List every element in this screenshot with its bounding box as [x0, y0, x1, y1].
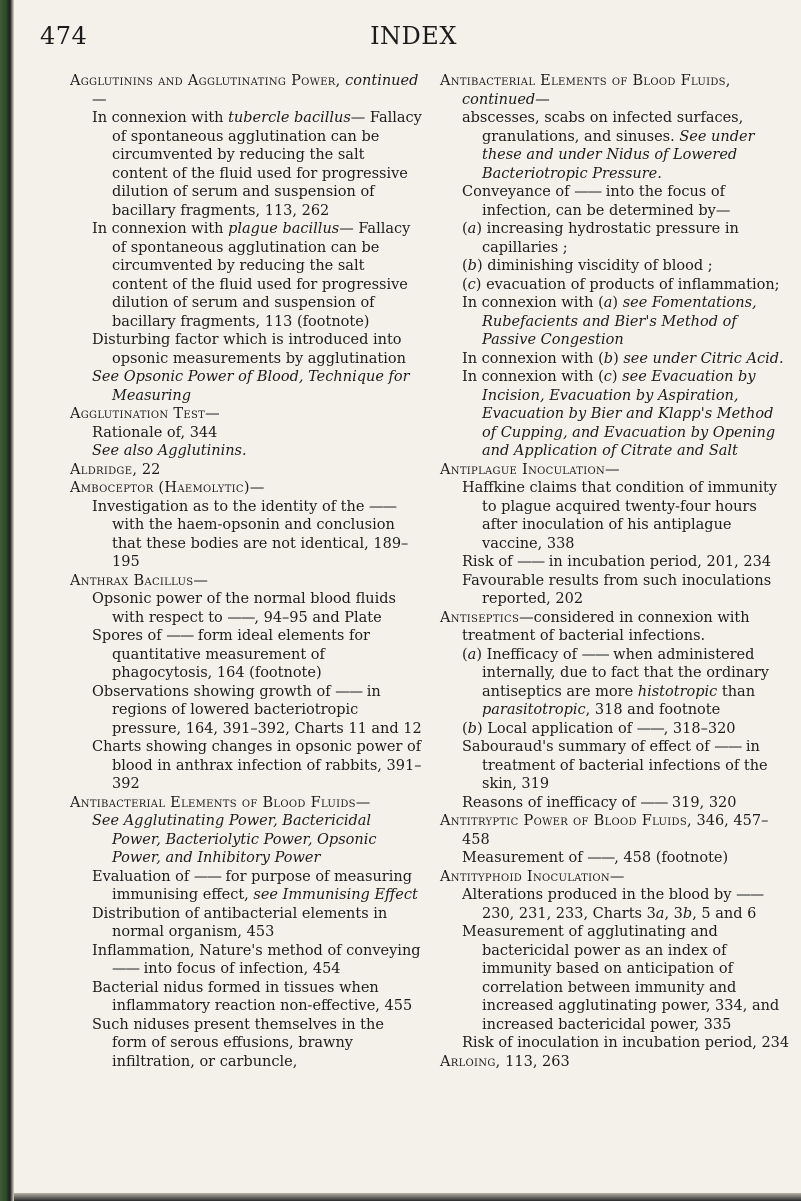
entry-text: 230, 231, 233, Charts 3 [482, 905, 656, 922]
index-subentry [440, 109, 792, 183]
entry-text: Bacterial nidus formed in tissues when inflammatory reaction non-effective, 455 [92, 979, 413, 1014]
entry-text: —— [714, 739, 742, 755]
italic-reference: continued— [92, 73, 419, 108]
entry-text: ( [462, 276, 468, 293]
entry-text: Investigation as to the identity of the [92, 498, 370, 515]
entry-text: —— [640, 794, 668, 811]
index-subentry [70, 368, 422, 405]
entry-text: Observations showing growth of [92, 683, 336, 700]
index-heading [440, 72, 792, 109]
entry-text: —— [193, 868, 221, 885]
italic-reference: b [603, 350, 614, 367]
italic-reference: b [682, 905, 693, 922]
index-subentry [70, 905, 422, 942]
entry-text: 113, 263 [500, 1053, 570, 1070]
italic-reference: See under these and under Nidus of Lowered Bacteriotropic Pressure. [482, 128, 755, 182]
index-heading [70, 461, 422, 480]
book-binding-edge [0, 0, 14, 1201]
italic-reference: a [467, 646, 477, 663]
index-heading [440, 461, 792, 480]
index-heading [440, 1053, 792, 1072]
italic-reference: See Agglutinating Power, Bactericidal Power, Bacteriolytic Power, Opsonic Power, and Inhibitory Power [92, 813, 377, 866]
index-subentry [70, 498, 422, 572]
entry-text: , 94–95 and Plate [254, 609, 382, 626]
entry-text: In connexion with ( [462, 350, 604, 367]
entry-text: in regions of lowered bacteriotropic pressure, 164, 391–392, Charts 11 and 12 [112, 683, 422, 737]
entry-text: Sabouraud's summary of effect of [462, 739, 715, 755]
index-heading [70, 72, 422, 109]
heading-term: Antiplague Inoculation— [440, 461, 620, 478]
heading-term: Antibacterial Elements of Blood Fluids, [440, 73, 731, 89]
index-heading [70, 794, 422, 813]
index-subentry [440, 720, 792, 739]
entry-text: ) Local application of [476, 720, 637, 737]
entry-text: In connexion with ( [462, 295, 604, 311]
entry-text: ) evacuation of products of inflammation; [475, 276, 780, 293]
index-subentry [440, 738, 792, 794]
entry-text: Reasons of inefficacy of [462, 794, 641, 811]
entry-text: than [717, 683, 756, 700]
entry-text: when administered internally, due to fact that the ordinary antiseptics are more [482, 646, 769, 700]
index-heading [440, 609, 792, 646]
entry-text: Spores of [92, 628, 167, 644]
entry-text: —— [517, 554, 545, 570]
italic-reference: see Immunising Effect [253, 887, 418, 903]
entry-text: in treatment of bacterial infections of the skin, 319 [482, 739, 768, 792]
entry-text: In connexion with ( [462, 369, 604, 385]
index-subentry [440, 350, 792, 369]
entry-text: —— [587, 850, 615, 866]
italic-reference: See also Agglutinins. [92, 443, 247, 459]
entry-text: Opsonic power of the normal blood fluids with respect to [92, 591, 396, 626]
entry-text: Evaluation of [92, 868, 194, 885]
entry-text: 22 [137, 461, 161, 478]
italic-reference: c [467, 276, 476, 293]
italic-reference: see Evacuation by Incision, Evacuation by Aspiration, Evacuation by Bier and Klapp's Method of Cupping, and Evacuation by Opening and Application of Citrate and Salt [482, 369, 776, 459]
index-subentry [440, 276, 792, 295]
page-bottom-edge [14, 1193, 801, 1201]
entry-text: into the focus of infection, can be determined by— [482, 184, 731, 219]
index-subentry [70, 220, 422, 331]
index-subentry [440, 294, 792, 350]
entry-text: Charts showing changes in opsonic power of blood in anthrax infection of rabbits, 391–392 [92, 739, 422, 792]
entry-text: , 318 and footnote [585, 702, 721, 718]
entry-text: Conveyance of [462, 184, 575, 200]
index-subentry [70, 738, 422, 794]
page-header [40, 22, 787, 62]
entry-text: ( [462, 720, 468, 737]
entry-text: —— [166, 628, 194, 644]
index-subentry [70, 442, 422, 461]
entry-text: —— [227, 609, 255, 626]
entry-text: ) [613, 350, 624, 367]
entry-text: for purpose of measuring immunising effect, [112, 868, 412, 903]
entry-text: —— [581, 646, 609, 663]
entry-text: —considered in connexion with treatment of bacterial infections. [462, 609, 750, 644]
entry-text: , 458 (footnote) [614, 850, 729, 866]
heading-term: Aldridge, [70, 461, 138, 478]
entry-text: In connexion with [92, 221, 229, 237]
entry-text: ( [462, 221, 468, 237]
entry-text: in incubation period, 201, 234 [544, 554, 772, 570]
index-subentry [70, 979, 422, 1016]
heading-term: Antityphoid Inoculation— [440, 868, 625, 885]
heading-term: Anthrax Bacillus— [70, 572, 209, 589]
running-head-title: INDEX [370, 22, 457, 50]
entry-text: 319, 320 [667, 794, 737, 811]
italic-reference: b [467, 258, 477, 274]
index-subentry [440, 849, 792, 868]
italic-reference: a [467, 221, 477, 237]
italic-reference: plague bacillus [228, 221, 340, 237]
entry-text: ) [612, 295, 623, 311]
entry-text: Measurement of [462, 850, 588, 866]
italic-reference: see under Citric Acid. [623, 350, 784, 367]
index-subentry [440, 886, 792, 923]
index-subentry [70, 331, 422, 368]
italic-reference: a [655, 905, 665, 922]
entry-text: ) Inefficacy of [476, 646, 582, 663]
index-subentry [70, 812, 422, 868]
entry-text: — Fallacy of spontaneous agglutination can be circumvented by reducing the salt content of the fluid used for progressive dilution of serum and suspension of bacillary fragments, 113, 262 [112, 110, 422, 219]
index-subentry [70, 627, 422, 683]
index-subentry [440, 479, 792, 553]
entry-text: , 3 [664, 905, 683, 922]
entry-text: —— [112, 961, 139, 977]
entry-text: with the haem-opsonin and conclusion that these bodies are not identical, 189–195 [112, 517, 409, 570]
heading-term: Amboceptor (Haemolytic)— [70, 480, 265, 496]
entry-text: Haffkine claims that condition of immunity to plague acquired twenty-four hours after inoculation of his antiplague vaccine, 338 [462, 480, 778, 552]
heading-term: Arloing, [440, 1053, 501, 1070]
entry-text: ) increasing hydrostatic pressure in capillaries ; [476, 221, 739, 256]
italic-reference: c [603, 369, 612, 385]
index-subentry [70, 942, 422, 979]
index-subentry [70, 590, 422, 627]
entry-text: , 318–320 [663, 720, 736, 737]
index-subentry [440, 368, 792, 461]
index-heading [70, 479, 422, 498]
entry-text: Disturbing factor which is introduced into opsonic measurements by agglutination [92, 332, 406, 367]
entry-text: ( [462, 258, 468, 274]
entry-text: ) diminishing viscidity of blood ; [476, 258, 713, 274]
italic-reference: a [603, 295, 613, 311]
index-heading [440, 812, 792, 849]
index-subentry [70, 424, 422, 443]
entry-text: Rationale of, 344 [92, 424, 218, 441]
index-subentry [440, 257, 792, 276]
italic-reference: continued— [462, 91, 550, 108]
italic-reference: See Opsonic Power of Blood, Technique for Measuring [92, 369, 410, 404]
page-number: 474 [40, 22, 88, 50]
entry-text: —— [369, 498, 397, 515]
index-subentry [440, 1034, 792, 1053]
entry-text: —— [574, 184, 602, 200]
entry-text: Favourable results from such inoculations reported, 202 [462, 572, 772, 607]
index-heading [70, 572, 422, 591]
entry-text: —— [636, 720, 664, 737]
index-column-left [70, 72, 422, 1071]
index-subentry [440, 572, 792, 609]
index-subentry [70, 1016, 422, 1072]
entry-text: Such niduses present themselves in the form of serous effusions, brawny infiltration, or carbuncle, [92, 1016, 384, 1070]
italic-reference: tubercle bacillus [228, 110, 351, 126]
entry-text: Inflammation, Nature's method of conveying [92, 942, 421, 959]
heading-term: Agglutinins and Agglutinating Power, [70, 73, 341, 89]
index-subentry [70, 683, 422, 739]
entry-text: 346, 457–458 [462, 813, 769, 848]
index-subentry [440, 220, 792, 257]
italic-reference: parasitotropic [482, 702, 586, 718]
entry-text: abscesses, scabs on infected surfaces, granulations, and sinuses. [462, 110, 744, 145]
entry-text: Risk of inoculation in incubation period, 234 [462, 1035, 790, 1051]
entry-text: , 5 and 6 [692, 905, 757, 922]
heading-term: Agglutination Test— [70, 406, 220, 422]
index-subentry [440, 923, 792, 1034]
index-heading [440, 868, 792, 887]
entry-text: Alterations produced in the blood by [462, 887, 737, 903]
index-heading [70, 405, 422, 424]
heading-term: Antitryptic Power of Blood Fluids, [440, 813, 692, 829]
entry-text: — Fallacy of spontaneous agglutination can be circumvented by reducing the salt content of the fluid used for progressive dilution of serum and suspension of bacillary fragments, 113 (footnote) [112, 221, 411, 330]
index-subentry [440, 553, 792, 572]
index-subentry [440, 794, 792, 813]
entry-text: —— [736, 887, 764, 903]
entry-text: Risk of [462, 554, 518, 570]
entry-text: into focus of infection, 454 [139, 961, 341, 977]
italic-reference: see Fomentations, Rubefacients and Bier's Method of Passive Congestion [482, 295, 757, 348]
entry-text: ( [462, 646, 468, 663]
entry-text: form ideal elements for quantitative measurement of phagocytosis, 164 (footnote) [112, 628, 370, 681]
entry-text: Distribution of antibacterial elements in normal organism, 453 [92, 905, 388, 940]
index-subentry [440, 646, 792, 720]
entry-text: Measurement of agglutinating and bactericidal power as an index of immunity based on anticipation of correlation between immunity and increased agglutinating power, 334, and increased bactericidal power, 335 [462, 924, 780, 1033]
index-subentry [440, 183, 792, 220]
heading-term: Antiseptics [440, 609, 520, 626]
italic-reference: b [467, 720, 477, 737]
entry-text: ) [611, 369, 623, 385]
index-subentry [70, 109, 422, 220]
heading-term: Antibacterial Elements of Blood Fluids— [70, 794, 371, 811]
italic-reference: histotropic [637, 683, 718, 700]
entry-text: In connexion with [92, 110, 229, 126]
entry-text: —— [335, 683, 363, 700]
index-subentry [70, 868, 422, 905]
index-column-right [440, 72, 792, 1071]
